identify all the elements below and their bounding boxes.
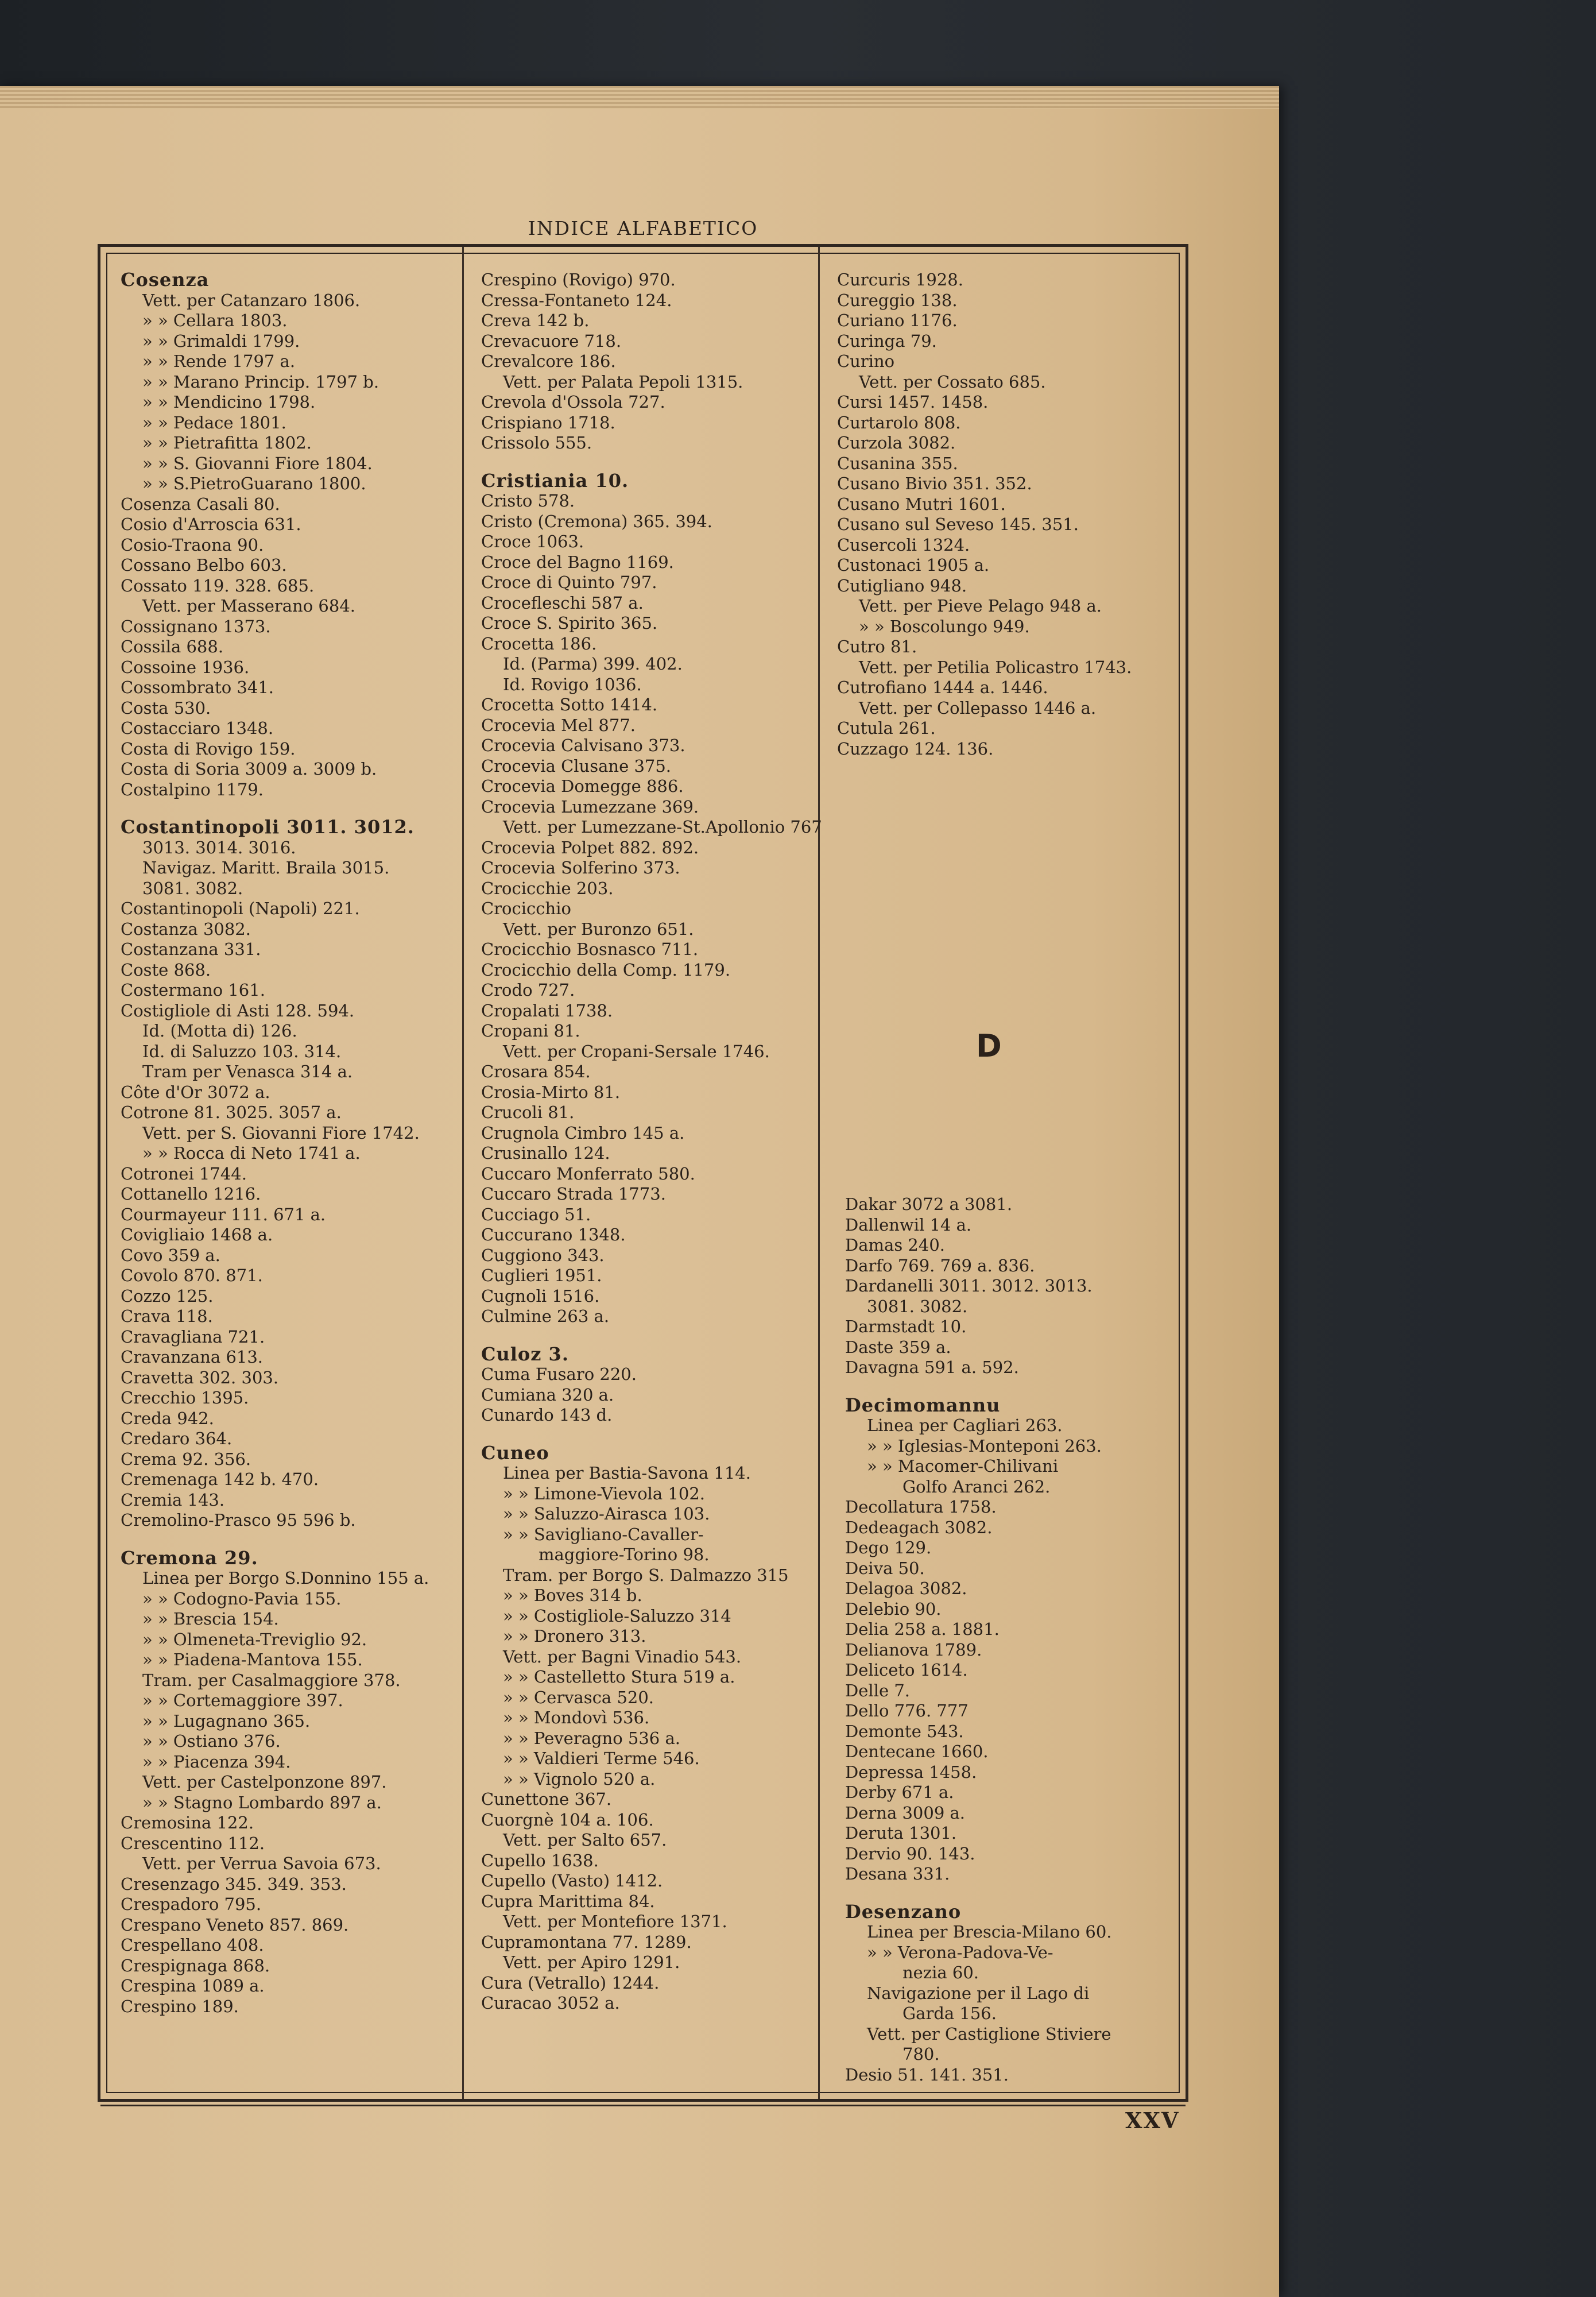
index-entry: Id. di Saluzzo 103. 314. bbox=[142, 1041, 342, 1061]
index-entry: Cutro 81. bbox=[837, 637, 917, 656]
index-entry: Navigaz. Maritt. Braila 3015. bbox=[142, 858, 390, 877]
index-entry: » » Vignolo 520 a. bbox=[503, 1769, 656, 1789]
index-entry: Cresenzago 345. 349. 353. bbox=[121, 1874, 347, 1894]
index-entry: Cutigliano 948. bbox=[837, 575, 967, 595]
index-entry: » » Mondovì 536. bbox=[503, 1708, 650, 1727]
index-entry: 3081. 3082. bbox=[142, 878, 243, 898]
index-entry: » » Savigliano-Cavaller- bbox=[503, 1524, 704, 1544]
index-entry: Crespino 189. bbox=[121, 1996, 239, 2016]
index-entry: Cravagliana 721. bbox=[121, 1327, 265, 1347]
index-entry: » » Ostiano 376. bbox=[142, 1731, 281, 1751]
index-entry: Cossignano 1373. bbox=[121, 616, 271, 636]
index-entry: Creva 142 b. bbox=[481, 311, 590, 330]
index-entry: Crespellano 408. bbox=[121, 1935, 264, 1955]
index-entry: Cumiana 320 a. bbox=[481, 1385, 614, 1405]
index-entry: Cusano Mutri 1601. bbox=[837, 494, 1006, 514]
index-entry: Curtarolo 808. bbox=[837, 412, 961, 432]
index-entry: Cosenza Casali 80. bbox=[121, 494, 280, 514]
index-entry: Dallenwil 14 a. bbox=[845, 1215, 972, 1235]
index-entry: Crocicchie 203. bbox=[481, 878, 614, 898]
index-entry: Costacciaro 1348. bbox=[121, 718, 274, 738]
index-entry: Derna 3009 a. bbox=[845, 1803, 965, 1823]
index-entry: Cursi 1457. 1458. bbox=[837, 392, 989, 412]
index-entry: Cuorgnè 104 a. 106. bbox=[481, 1809, 654, 1830]
index-entry: Vett. per Collepasso 1446 a. bbox=[859, 698, 1097, 718]
index-entry: Covo 359 a. bbox=[121, 1245, 220, 1265]
index-entry: Crosara 854. bbox=[481, 1062, 591, 1081]
index-entry: Cropani 81. bbox=[481, 1021, 580, 1041]
index-entry: Dervio 90. 143. bbox=[845, 1843, 975, 1863]
index-entry: Crevalcore 186. bbox=[481, 351, 616, 371]
index-entry: » » Brescia 154. bbox=[142, 1609, 279, 1629]
index-entry: Costa di Rovigo 159. bbox=[121, 738, 296, 759]
index-entry: Cutrofiano 1444 a. 1446. bbox=[837, 678, 1048, 697]
index-entry: Id. (Parma) 399. 402. bbox=[503, 654, 683, 674]
index-entry: Vett. per Apiro 1291. bbox=[503, 1952, 680, 1972]
bottom-rule bbox=[100, 2105, 1186, 2106]
index-entry: » » Peveragno 536 a. bbox=[503, 1728, 680, 1748]
index-entry: Vett. per Salto 657. bbox=[503, 1830, 667, 1850]
index-entry: Côte d'Or 3072 a. bbox=[121, 1082, 270, 1102]
index-entry: Costalpino 1179. bbox=[121, 779, 264, 799]
index-entry: Cotrone 81. 3025. 3057 a. bbox=[121, 1103, 342, 1122]
index-entry: Vett. per Castiglione Stiviere bbox=[867, 2024, 1111, 2044]
index-entry: » » Saluzzo-Airasca 103. bbox=[503, 1504, 710, 1523]
index-entry: 3013. 3014. 3016. bbox=[142, 837, 296, 857]
index-entry: Vett. per Masserano 684. bbox=[142, 596, 355, 616]
index-entry: Cusercoli 1324. bbox=[837, 535, 970, 555]
index-entry: Vett. per Pieve Pelago 948 a. bbox=[859, 596, 1102, 616]
index-entry: Crocicchio bbox=[481, 899, 571, 918]
index-entry: Vett. per Bagni Vinadio 543. bbox=[503, 1646, 742, 1666]
index-entry: Cuglieri 1951. bbox=[481, 1266, 602, 1285]
index-entry: Costanza 3082. bbox=[121, 919, 251, 939]
index-entry: » » Mendicino 1798. bbox=[142, 392, 316, 412]
index-entry: Croce del Bagno 1169. bbox=[481, 552, 674, 572]
index-entry: Crispiano 1718. bbox=[481, 412, 615, 432]
index-entry: Cottanello 1216. bbox=[121, 1184, 261, 1204]
index-entry: Crespina 1089 a. bbox=[121, 1976, 265, 1996]
index-entry: Creda 942. bbox=[121, 1408, 214, 1428]
index-entry: Cura (Vetrallo) 1244. bbox=[481, 1973, 660, 1993]
index-entry: Croceflеschi 587 a. bbox=[481, 593, 644, 613]
index-entry: Cupello 1638. bbox=[481, 1850, 599, 1870]
index-entry: Crespano Veneto 857. 869. bbox=[121, 1915, 349, 1935]
index-entry: » » Valdieri Terme 546. bbox=[503, 1749, 700, 1768]
index-entry: Cristo 578. bbox=[481, 491, 575, 511]
index-entry: Tram per Venasca 314 a. bbox=[142, 1062, 353, 1081]
index-entry: Crocevia Mel 877. bbox=[481, 715, 636, 735]
index-entry: Crosia-Mirto 81. bbox=[481, 1082, 621, 1102]
index-entry: 780. bbox=[902, 2044, 940, 2064]
index-entry: Cusano Bivio 351. 352. bbox=[837, 474, 1032, 493]
index-entry: Crocevia Polpet 882. 892. bbox=[481, 837, 699, 857]
index-entry: Cravetta 302. 303. bbox=[121, 1367, 279, 1387]
index-entry: » » Iglesias-Monteponi 263. bbox=[867, 1436, 1102, 1456]
index-entry: Golfo Aranci 262. bbox=[902, 1476, 1051, 1496]
index-entry: Linea per Brescia-Milano 60. bbox=[867, 1922, 1112, 1942]
index-entry: nezia 60. bbox=[902, 1963, 979, 1982]
index-entry: Depressa 1458. bbox=[845, 1762, 977, 1782]
index-entry: Cuggiono 343. bbox=[481, 1245, 605, 1265]
index-entry: Cotronei 1744. bbox=[121, 1163, 247, 1184]
index-entry: Crodo 727. bbox=[481, 980, 575, 1000]
index-entry: » » Cortemaggiore 397. bbox=[142, 1691, 343, 1710]
index-entry: Custonaci 1905 a. bbox=[837, 555, 990, 575]
index-column-2 bbox=[481, 270, 826, 2014]
index-entry: Deruta 1301. bbox=[845, 1823, 957, 1843]
index-entry: Crocevia Clusane 375. bbox=[481, 756, 672, 776]
index-entry: » » Limone-Vievola 102. bbox=[503, 1483, 706, 1503]
index-entry: Decollatura 1758. bbox=[845, 1497, 997, 1517]
index-entry: Crocevia Calvisano 373. bbox=[481, 736, 685, 755]
index-entry: Cristo (Cremona) 365. 394. bbox=[481, 511, 712, 531]
index-entry: Dardanelli 3011. 3012. 3013. bbox=[845, 1276, 1093, 1296]
index-entry: Demonte 543. bbox=[845, 1721, 964, 1741]
index-entry: » » Olmeneta-Treviglio 92. bbox=[142, 1629, 367, 1649]
page-header: INDICE ALFABETICO bbox=[528, 217, 758, 239]
index-entry: Cucciago 51. bbox=[481, 1204, 591, 1224]
index-entry: » » S. Giovanni Fiore 1804. bbox=[142, 453, 373, 473]
index-heading: Costantinopoli 3011. 3012. bbox=[121, 817, 415, 838]
index-entry: Crescentino 112. bbox=[121, 1833, 265, 1853]
index-entry: Credaro 364. bbox=[121, 1429, 233, 1448]
index-entry: » » Cervasca 520. bbox=[503, 1687, 654, 1707]
page-stack-edge bbox=[0, 86, 1279, 109]
index-entry: Cropalati 1738. bbox=[481, 1000, 613, 1020]
index-entry: » » Grimaldi 1799. bbox=[142, 331, 300, 351]
index-entry: Linea per Bastia-Savona 114. bbox=[503, 1463, 751, 1483]
page-number: XXV bbox=[1125, 2107, 1180, 2133]
index-entry: Crugnola Cimbro 145 a. bbox=[481, 1123, 685, 1143]
index-entry: maggiore-Torino 98. bbox=[539, 1545, 710, 1564]
index-entry: Delle 7. bbox=[845, 1680, 911, 1700]
index-entry: Tram. per Casalmaggiore 378. bbox=[142, 1670, 401, 1690]
index-entry: Vett. per Catanzaro 1806. bbox=[142, 290, 361, 310]
index-entry: Cressa-Fontaneto 124. bbox=[481, 290, 672, 310]
index-heading: Cosenza bbox=[121, 270, 210, 291]
index-entry: » » Boves 314 b. bbox=[503, 1586, 642, 1605]
index-entry: Cugnoli 1516. bbox=[481, 1286, 600, 1306]
index-entry: Crevacuore 718. bbox=[481, 331, 622, 351]
index-entry: Curacao 3052 a. bbox=[481, 1993, 620, 2013]
index-entry: Covigliaio 1468 a. bbox=[121, 1225, 273, 1244]
index-entry: Cuzzago 124. 136. bbox=[837, 738, 994, 759]
index-entry: » » Marano Princip. 1797 b. bbox=[142, 372, 379, 392]
index-entry: Deiva 50. bbox=[845, 1558, 925, 1578]
index-entry: Crocetta 186. bbox=[481, 633, 597, 653]
index-entry: » » Piacenza 394. bbox=[142, 1751, 291, 1772]
index-entry: Crespadoro 795. bbox=[121, 1894, 262, 1914]
index-entry: Dello 776. 777 bbox=[845, 1701, 969, 1720]
index-entry: Curiano 1176. bbox=[837, 311, 958, 330]
index-entry: » » Lugagnano 365. bbox=[142, 1711, 311, 1731]
index-heading: Culoz 3. bbox=[481, 1344, 569, 1364]
index-entry: Cuccurano 1348. bbox=[481, 1225, 626, 1244]
index-entry: Croce 1063. bbox=[481, 532, 584, 551]
index-entry: Crevola d'Ossola 727. bbox=[481, 392, 665, 412]
index-entry: Cunettone 367. bbox=[481, 1789, 612, 1809]
index-entry: Vett. per Palata Pepoli 1315. bbox=[503, 372, 743, 392]
index-entry: Cutula 261. bbox=[837, 718, 936, 738]
index-entry: Culmine 263 a. bbox=[481, 1306, 610, 1326]
index-entry: » » Codogno-Pavia 155. bbox=[142, 1588, 342, 1608]
index-entry: Crocicchio Bosnasco 711. bbox=[481, 939, 699, 959]
index-entry: Crespignaga 868. bbox=[121, 1955, 270, 1975]
spacer bbox=[121, 800, 465, 817]
index-entry: Croce di Quinto 797. bbox=[481, 573, 657, 592]
spacer bbox=[481, 1426, 826, 1443]
index-entry: Costa di Soria 3009 a. 3009 b. bbox=[121, 759, 377, 779]
index-entry: Dedeagach 3082. bbox=[845, 1517, 993, 1537]
index-entry: Curcuris 1928. bbox=[837, 270, 963, 289]
index-entry: Cupra Marittima 84. bbox=[481, 1891, 655, 1911]
index-entry: Id. Rovigo 1036. bbox=[503, 674, 642, 694]
index-entry: 3081. 3082. bbox=[867, 1296, 968, 1316]
index-entry: » » Boscolungo 949. bbox=[859, 616, 1030, 636]
index-entry: Cureggio 138. bbox=[837, 290, 958, 310]
index-entry: Cravanzana 613. bbox=[121, 1347, 264, 1367]
index-entry: Curino bbox=[837, 351, 895, 371]
index-entry: Crissolo 555. bbox=[481, 433, 592, 453]
index-heading: Decimomannu bbox=[845, 1395, 1001, 1416]
index-entry: Delia 258 a. 1881. bbox=[845, 1619, 1000, 1639]
index-entry: Courmayeur 111. 671 a. bbox=[121, 1204, 326, 1224]
index-entry: » » Pedace 1801. bbox=[142, 412, 286, 432]
index-entry: Vett. per Castelponzone 897. bbox=[142, 1772, 387, 1792]
index-entry: Cremolino-Prasco 95 596 b. bbox=[121, 1510, 356, 1530]
index-entry: Cossoine 1936. bbox=[121, 657, 250, 677]
index-entry: Navigazione per il Lago di bbox=[867, 1983, 1090, 2003]
index-entry: » » Piadena-Mantova 155. bbox=[142, 1650, 363, 1669]
index-entry: » » Costigliole-Saluzzo 314 bbox=[503, 1606, 731, 1626]
index-entry: » » Macomer-Chilivani bbox=[867, 1456, 1059, 1476]
index-entry: Crocevia Lumezzane 369. bbox=[481, 796, 699, 817]
index-entry: Vett. per Petilia Policastro 1743. bbox=[859, 657, 1132, 677]
index-entry: Derby 671 a. bbox=[845, 1782, 954, 1802]
index-entry: » » Cellara 1803. bbox=[142, 311, 288, 330]
index-entry: » » Rocca di Neto 1741 a. bbox=[142, 1143, 361, 1163]
index-entry: » » Stagno Lombardo 897 a. bbox=[142, 1792, 382, 1812]
index-entry: Vett. per Lumezzane-St.Apollonio 767 bbox=[503, 817, 822, 837]
index-column-3 bbox=[837, 270, 1181, 759]
index-entry: Crusinallo 124. bbox=[481, 1143, 610, 1163]
index-entry: Cuccaro Monferrato 580. bbox=[481, 1163, 695, 1184]
index-entry: » » Rende 1797 a. bbox=[142, 351, 296, 371]
index-entry: Cusanina 355. bbox=[837, 453, 958, 473]
index-heading: Cristiania 10. bbox=[481, 470, 629, 491]
index-entry: Vett. per Buronzo 651. bbox=[503, 919, 694, 939]
index-entry: Linea per Cagliari 263. bbox=[867, 1416, 1063, 1435]
index-entry: Crocevia Solferino 373. bbox=[481, 858, 680, 877]
spacer bbox=[845, 1378, 1190, 1395]
index-heading: Desenzano bbox=[845, 1901, 962, 1922]
index-entry: Curzola 3082. bbox=[837, 433, 956, 453]
index-entry: Vett. per Cossato 685. bbox=[859, 372, 1046, 392]
index-entry: Id. (Motta di) 126. bbox=[142, 1021, 297, 1041]
index-entry: Cusano sul Seveso 145. 351. bbox=[837, 515, 1079, 534]
index-entry: Cuma Fusaro 220. bbox=[481, 1364, 637, 1384]
index-entry: Garda 156. bbox=[902, 2004, 997, 2023]
index-entry: Delebio 90. bbox=[845, 1599, 942, 1619]
index-entry: Linea per Borgo S.Donnino 155 a. bbox=[142, 1568, 429, 1588]
index-entry: Desio 51. 141. 351. bbox=[845, 2064, 1009, 2085]
spacer bbox=[481, 1327, 826, 1344]
index-entry: Cunardo 143 d. bbox=[481, 1405, 613, 1425]
index-entry: Cremosina 122. bbox=[121, 1813, 254, 1832]
index-entry: Cosio d'Arroscia 631. bbox=[121, 515, 301, 534]
index-entry: Dakar 3072 a 3081. bbox=[845, 1194, 1013, 1214]
index-entry: Tram. per Borgo S. Dalmazzo 315 bbox=[503, 1565, 789, 1585]
index-entry: Crocetta Sotto 1414. bbox=[481, 695, 658, 714]
index-entry: Costermano 161. bbox=[121, 980, 265, 1000]
index-column-1 bbox=[121, 270, 465, 2017]
index-entry: » » S.PietroGuarano 1800. bbox=[142, 474, 366, 493]
spacer bbox=[121, 1531, 465, 1548]
index-entry: » » Verona-Padova-Ve- bbox=[867, 1942, 1053, 1962]
index-entry: Cossila 688. bbox=[121, 637, 224, 656]
index-entry: Costa 530. bbox=[121, 698, 211, 718]
index-entry: Crema 92. 356. bbox=[121, 1449, 251, 1469]
index-entry: Cupello (Vasto) 1412. bbox=[481, 1871, 663, 1890]
index-entry: Croce S. Spirito 365. bbox=[481, 613, 658, 633]
index-heading: Cuneo bbox=[481, 1443, 549, 1463]
index-entry: Desana 331. bbox=[845, 1864, 950, 1884]
index-entry: Coste 868. bbox=[121, 960, 211, 980]
index-entry: Cuccaro Strada 1773. bbox=[481, 1184, 666, 1204]
index-entry: Deliceto 1614. bbox=[845, 1660, 968, 1680]
index-entry: Dego 129. bbox=[845, 1538, 932, 1557]
index-entry: Cossombrato 341. bbox=[121, 678, 274, 697]
index-entry: Vett. per Montefiore 1371. bbox=[503, 1912, 727, 1931]
index-entry: Davagna 591 a. 592. bbox=[845, 1358, 1019, 1377]
index-entry: Crecchio 1395. bbox=[121, 1388, 249, 1407]
index-entry: Darfo 769. 769 a. 836. bbox=[845, 1255, 1035, 1275]
index-entry: Vett. per S. Giovanni Fiore 1742. bbox=[142, 1123, 420, 1143]
index-entry: Costantinopoli (Napoli) 221. bbox=[121, 899, 360, 918]
index-entry: Vett. per Verrua Savoia 673. bbox=[142, 1854, 381, 1873]
index-entry: Daste 359 a. bbox=[845, 1337, 951, 1357]
index-entry: Dentecane 1660. bbox=[845, 1742, 989, 1761]
index-entry: » » Dronero 313. bbox=[503, 1626, 646, 1646]
index-entry: Crespino (Rovigo) 970. bbox=[481, 270, 676, 289]
section-letter: D bbox=[976, 1028, 1002, 1064]
index-entry: Curinga 79. bbox=[837, 331, 937, 351]
index-column-3-lower bbox=[845, 1194, 1190, 2085]
index-entry: » » Pietrafitta 1802. bbox=[142, 433, 312, 453]
index-entry: Delagoa 3082. bbox=[845, 1579, 967, 1598]
index-entry: Damas 240. bbox=[845, 1235, 945, 1255]
index-entry: Darmstadt 10. bbox=[845, 1317, 967, 1336]
index-entry: Crucoli 81. bbox=[481, 1103, 575, 1122]
index-entry: Costanzana 331. bbox=[121, 939, 261, 959]
index-entry: Cremenaga 142 b. 470. bbox=[121, 1470, 319, 1489]
index-entry: Crava 118. bbox=[121, 1306, 213, 1326]
index-entry: Vett. per Cropani-Sersale 1746. bbox=[503, 1041, 770, 1061]
index-heading: Cremona 29. bbox=[121, 1548, 258, 1568]
index-entry: Costigliole di Asti 128. 594. bbox=[121, 1000, 355, 1020]
index-entry: Cupramontana 77. 1289. bbox=[481, 1932, 692, 1952]
index-entry: Cozzo 125. bbox=[121, 1286, 214, 1306]
index-entry: Crocevia Domegge 886. bbox=[481, 776, 684, 796]
index-entry: Cossano Belbo 603. bbox=[121, 555, 287, 575]
spacer bbox=[845, 1885, 1190, 1902]
index-entry: Cosio-Traona 90. bbox=[121, 535, 264, 555]
index-entry: Cossato 119. 328. 685. bbox=[121, 575, 315, 595]
spacer bbox=[481, 454, 826, 471]
index-entry: » » Castelletto Stura 519 a. bbox=[503, 1667, 735, 1687]
index-entry: Cremia 143. bbox=[121, 1490, 225, 1510]
index-entry: Crocicchio della Comp. 1179. bbox=[481, 960, 731, 980]
index-entry: Delianova 1789. bbox=[845, 1639, 982, 1660]
index-entry: Covolo 870. 871. bbox=[121, 1266, 263, 1285]
